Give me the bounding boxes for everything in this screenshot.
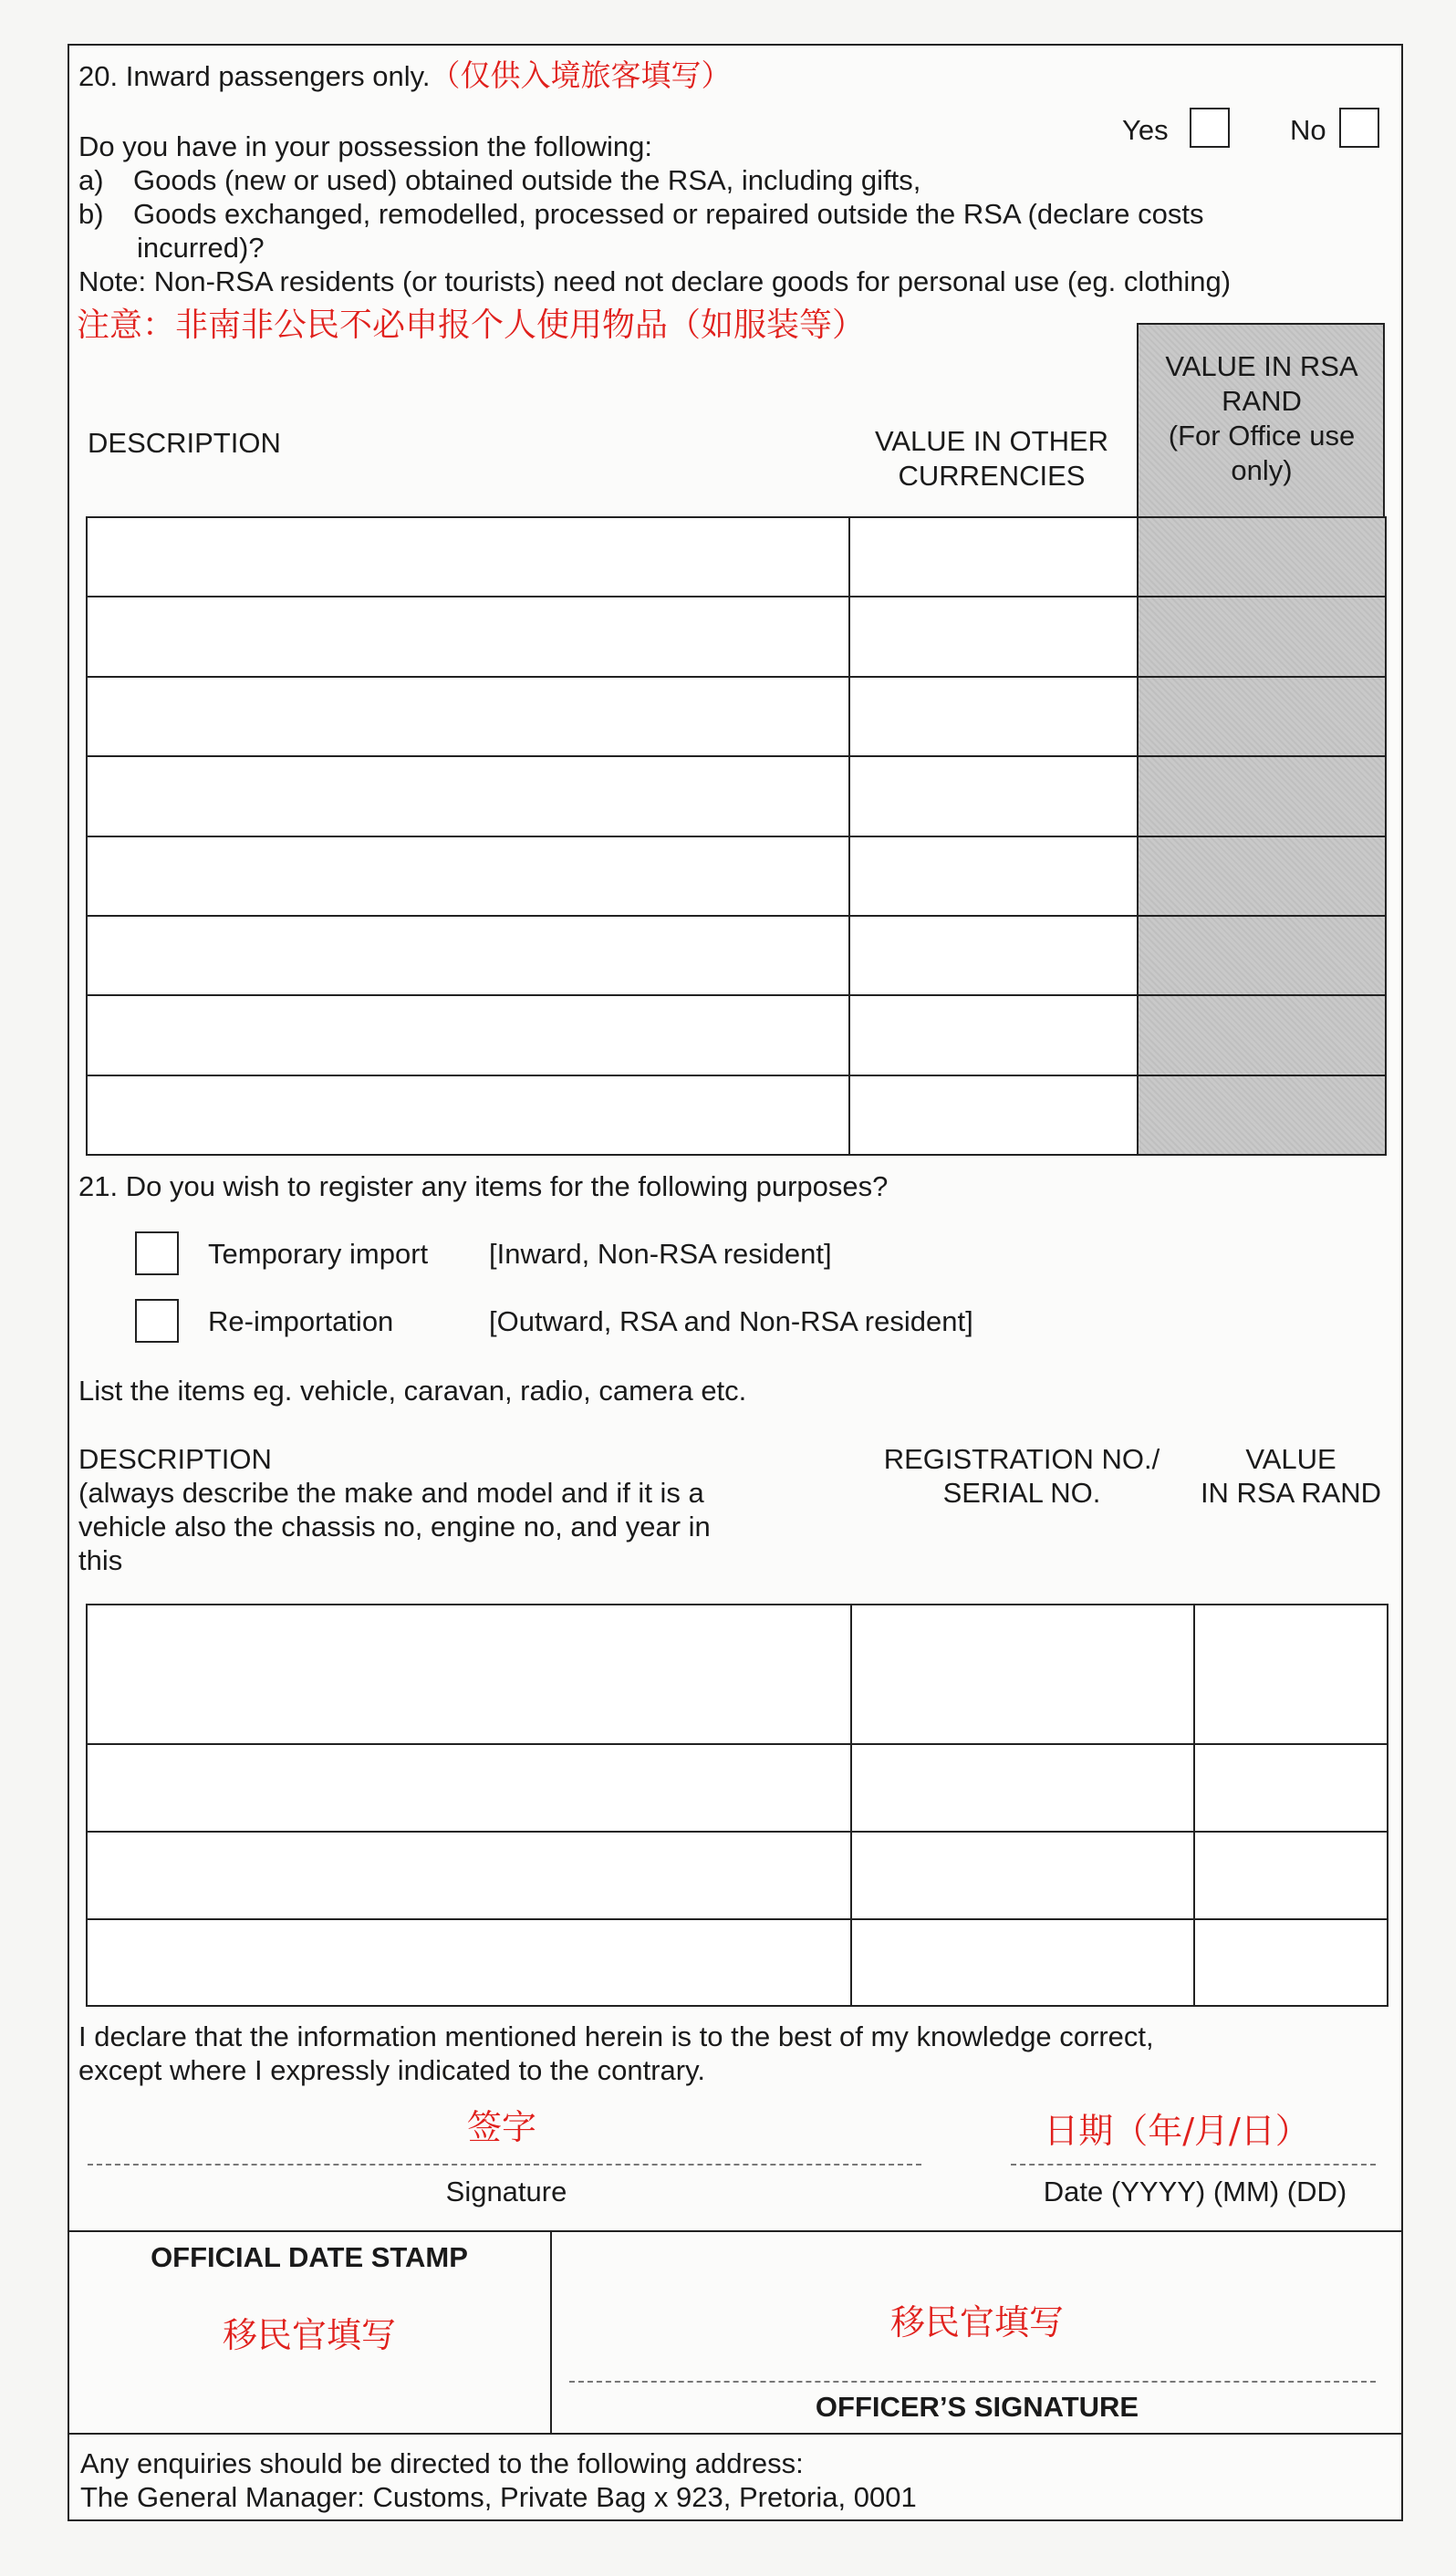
office-use-cell	[1138, 1075, 1386, 1155]
date-line[interactable]	[1011, 2164, 1376, 2166]
declaration-line1: I declare that the information mentioned herein is to the best of my knowledge correct,	[78, 2020, 1154, 2052]
office-use-cell	[1138, 916, 1386, 995]
description-cell[interactable]	[87, 597, 849, 676]
col-rsa-header	[1139, 349, 1385, 488]
q21-col-description-header	[78, 1442, 711, 1577]
table-row	[87, 1075, 1386, 1155]
item-description-cell[interactable]	[87, 1832, 851, 1919]
item-a-text: Goods (new or used) obtained outside the RSA, including gifts,	[133, 164, 921, 196]
officer-signature-label: OFFICER’S SIGNATURE	[815, 2391, 1139, 2423]
signature-line[interactable]	[88, 2164, 921, 2166]
description-cell[interactable]	[87, 995, 849, 1075]
other-currency-cell[interactable]	[849, 517, 1138, 597]
office-use-cell	[1138, 677, 1386, 756]
date-label: Date (YYYY) (MM) (DD)	[1043, 2176, 1347, 2207]
table-row	[87, 1605, 1388, 1744]
registration-no-cell[interactable]	[851, 1919, 1194, 2006]
other-currency-cell[interactable]	[849, 995, 1138, 1075]
q21-col-reg-line1: REGISTRATION NO./	[883, 1443, 1160, 1475]
table-row	[87, 1744, 1388, 1832]
col-rsa-line4: only)	[1231, 454, 1293, 486]
temporary-import-note: [Inward, Non-RSA resident]	[489, 1238, 832, 1270]
description-cell[interactable]	[87, 916, 849, 995]
q21-col-description: DESCRIPTION	[78, 1443, 272, 1475]
item-b-text-line1: Goods exchanged, remodelled, processed or repaired outside the RSA (declare costs	[133, 198, 1204, 230]
temporary-import-checkbox[interactable]	[135, 1231, 179, 1275]
value-rsa-rand-cell[interactable]	[1194, 1919, 1388, 2006]
q21-title: 21. Do you wish to register any items for the following purposes?	[78, 1170, 889, 1202]
re-importation-note: [Outward, RSA and Non-RSA resident]	[489, 1305, 973, 1337]
table-row	[87, 916, 1386, 995]
value-rsa-rand-cell[interactable]	[1194, 1744, 1388, 1832]
q21-col-description-note-2: vehicle also the chassis no, engine no, and year in	[78, 1511, 711, 1542]
q21-col-description-note-3: this	[78, 1544, 123, 1576]
other-currency-cell[interactable]	[849, 677, 1138, 756]
office-use-cell	[1138, 597, 1386, 676]
enquiries-line1: Any enquiries should be directed to the following address:	[80, 2447, 804, 2479]
goods-declaration-table	[86, 516, 1387, 1156]
enquiries-line2: The General Manager: Customs, Private Bag x 923, Pretoria, 0001	[80, 2481, 917, 2513]
q21-col-reg-line2: SERIAL NO.	[942, 1477, 1101, 1509]
declaration-line2: except where I expressly indicated to the contrary.	[78, 2054, 705, 2086]
q21-col-value-line1: VALUE	[1245, 1443, 1336, 1475]
col-other-line1: VALUE IN OTHER	[874, 425, 1109, 457]
q21-col-value-line2: IN RSA RAND	[1200, 1477, 1382, 1509]
list-items-instruction: List the items eg. vehicle, caravan, radio, camera etc.	[78, 1375, 747, 1407]
description-cell[interactable]	[87, 756, 849, 836]
re-importation-label: Re-importation	[208, 1305, 394, 1337]
register-items-table	[86, 1604, 1388, 2007]
item-b-marker: b)	[78, 198, 104, 230]
registration-no-cell[interactable]	[851, 1605, 1194, 1744]
item-a-marker: a)	[78, 164, 104, 196]
item-description-cell[interactable]	[87, 1919, 851, 2006]
q21-col-value-header	[1191, 1442, 1390, 1510]
q20-note: Note: Non-RSA residents (or tourists) need not declare goods for personal use (eg. clothing)	[78, 265, 1232, 297]
official-date-stamp-label: OFFICIAL DATE STAMP	[151, 2241, 468, 2273]
office-use-cell	[1138, 756, 1386, 836]
table-row	[87, 1919, 1388, 2006]
col-rsa-line2: RAND	[1222, 385, 1302, 417]
other-currency-cell[interactable]	[849, 916, 1138, 995]
other-currency-cell[interactable]	[849, 597, 1138, 676]
table-row	[87, 995, 1386, 1075]
registration-no-cell[interactable]	[851, 1744, 1194, 1832]
other-currency-cell[interactable]	[849, 756, 1138, 836]
col-rsa-line3: (For Office use	[1168, 420, 1356, 452]
q21-col-registration-header	[848, 1442, 1195, 1510]
stamp-annotation: 移民官填写	[222, 2315, 396, 2355]
officer-annotation: 移民官填写	[889, 2302, 1064, 2342]
office-use-cell	[1138, 995, 1386, 1075]
signature-label: Signature	[445, 2176, 567, 2207]
table-row	[87, 756, 1386, 836]
description-cell[interactable]	[87, 517, 849, 597]
item-description-cell[interactable]	[87, 1605, 851, 1744]
table-row	[87, 836, 1386, 916]
office-use-cell	[1138, 836, 1386, 916]
official-section-divider	[550, 2230, 552, 2433]
yes-checkbox[interactable]	[1190, 108, 1230, 148]
q20-note-annotation: 注意：非南非公民不必申报个人使用物品（如服装等）	[77, 306, 866, 344]
date-annotation: 日期（年/月/日）	[1044, 2111, 1310, 2151]
value-rsa-rand-cell[interactable]	[1194, 1605, 1388, 1744]
item-description-cell[interactable]	[87, 1744, 851, 1832]
q20-title-annotation: （仅供入境旅客填写）	[430, 57, 732, 93]
table-row	[87, 597, 1386, 676]
other-currency-cell[interactable]	[849, 836, 1138, 916]
value-rsa-rand-cell[interactable]	[1194, 1832, 1388, 1919]
q20-title-text: 20. Inward passengers only.	[78, 60, 431, 92]
yes-label: Yes	[1122, 114, 1169, 146]
col-rsa-line1: VALUE IN RSA	[1165, 350, 1358, 382]
no-checkbox[interactable]	[1339, 108, 1379, 148]
signature-annotation: 签字	[466, 2107, 536, 2147]
registration-no-cell[interactable]	[851, 1832, 1194, 1919]
description-cell[interactable]	[87, 677, 849, 756]
q20-title	[78, 58, 731, 93]
item-b-text-line2: incurred)?	[137, 232, 265, 264]
description-cell[interactable]	[87, 1075, 849, 1155]
col-description-header: DESCRIPTION	[88, 427, 281, 459]
col-other-line2: CURRENCIES	[898, 460, 1086, 492]
description-cell[interactable]	[87, 836, 849, 916]
official-section-bottom-border	[68, 2433, 1403, 2435]
table-row	[87, 677, 1386, 756]
other-currency-cell[interactable]	[849, 1075, 1138, 1155]
officer-signature-line[interactable]	[569, 2381, 1376, 2383]
temporary-import-label: Temporary import	[208, 1238, 429, 1270]
table-row	[87, 517, 1386, 597]
table-row	[87, 1832, 1388, 1919]
q20-intro: Do you have in your possession the following:	[78, 130, 652, 162]
official-section-top-border	[68, 2230, 1403, 2232]
col-other-currencies-header	[848, 424, 1135, 493]
no-label: No	[1290, 114, 1326, 146]
office-use-cell	[1138, 517, 1386, 597]
re-importation-checkbox[interactable]	[135, 1299, 179, 1343]
q21-col-description-note-1: (always describe the make and model and if it is a	[78, 1477, 704, 1509]
